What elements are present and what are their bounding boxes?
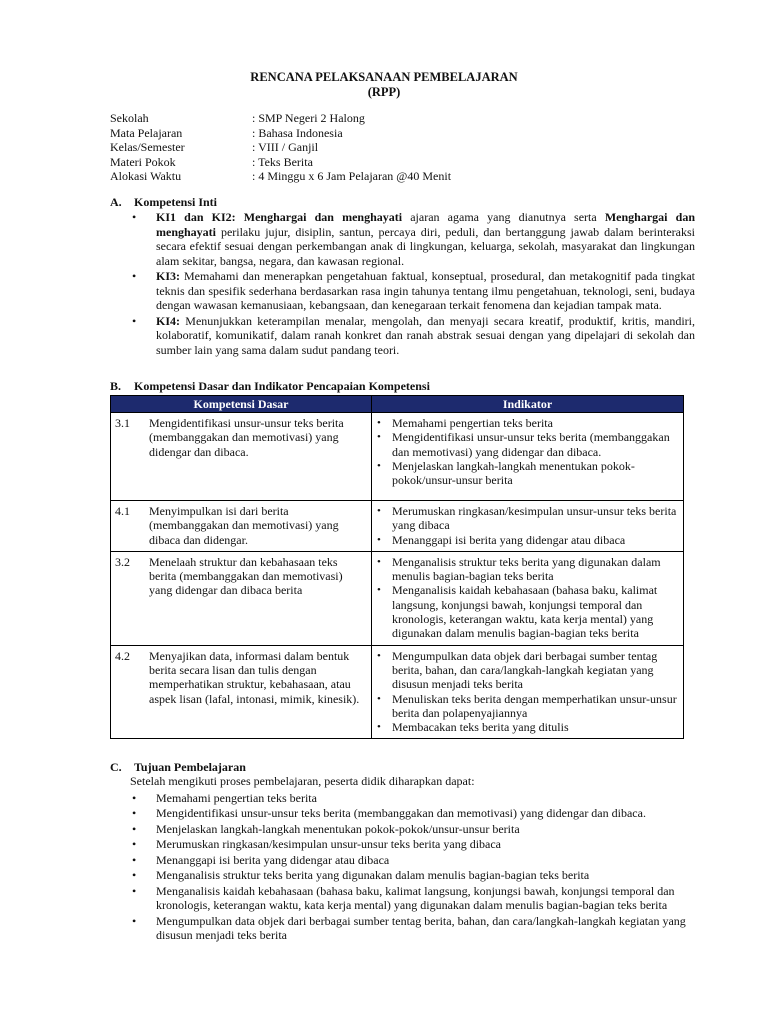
list-item	[376, 459, 679, 488]
bullet-icon: •	[132, 790, 137, 805]
list-item	[376, 555, 679, 584]
section-letter: C.	[110, 760, 122, 774]
bullet-icon: •	[132, 313, 137, 328]
info-value: : 4 Minggu x 6 Jam Pelajaran @40 Menit	[252, 169, 452, 183]
title-line-1: RENCANA PELAKSANAAN PEMBELAJARAN	[250, 70, 518, 84]
tujuan-text: Merumuskan ringkasan/kesimpulan unsur-unsur teks berita yang dibaca	[156, 837, 502, 851]
kd-text: Mengidentifikasi unsur-unsur teks berita (membanggakan dan memotivasi) yang didengar dan dibaca.	[149, 416, 344, 459]
kd-text: Menelaah struktur dan kebahasaan teks berita (membanggakan dan memotivasi) yang didengar dan dibaca berita	[149, 554, 343, 598]
bullet-icon: •	[377, 431, 381, 444]
indikator-cell	[372, 645, 684, 739]
list-item	[376, 692, 679, 721]
ki-text: Menunjukkan keterampilan menalar, mengolah, dan menyaji secara kreatif, produktif, kritis, mandiri, kolaboratif, komunikatif, dalam ranah konkret dan ranah abstrak sesuai dengan yang dipelajari di sekolah dan sumber lain yang sama dalam sudut pandang teori.	[156, 313, 695, 357]
list-item	[130, 914, 695, 943]
indikator-text: Mengidentifikasi unsur-unsur teks berita (membanggakan dan memotivasi) yang didengar dan dibaca.	[392, 430, 670, 459]
section-a-heading	[110, 195, 217, 210]
ki-text: ajaran agama yang dianutnya serta	[402, 210, 605, 224]
indikator-text: Menanggapi isi berita yang didengar atau dibaca	[392, 532, 626, 547]
info-key: Materi Pokok	[110, 154, 176, 169]
list-item	[130, 884, 695, 913]
section-letter: B.	[110, 379, 122, 393]
table-row	[111, 551, 684, 645]
title-line-2: (RPP)	[367, 85, 401, 99]
section-b-heading	[110, 379, 430, 394]
tujuan-text: Menganalisis struktur teks berita yang digunakan dalam menulis bagian-bagian teks berita	[156, 868, 590, 882]
list-item	[130, 806, 695, 821]
info-key: Alokasi Waktu	[110, 169, 182, 183]
indikator-text: Menuliskan teks berita dengan memperhatikan unsur-unsur berita dan polapenyajiannya	[392, 691, 677, 720]
info-row	[110, 126, 451, 141]
list-item	[130, 868, 695, 883]
column-header-indikator: Indikator	[372, 396, 684, 413]
info-row	[110, 169, 451, 184]
indikator-cell	[372, 501, 684, 552]
section-title: Kompetensi Inti	[134, 195, 218, 209]
kompetensi-inti-list	[130, 210, 695, 358]
list-item	[376, 533, 679, 547]
bullet-icon: •	[377, 555, 381, 568]
kd-number: 4.2	[115, 648, 130, 663]
list-item	[130, 853, 695, 868]
info-value: : Teks Berita	[252, 154, 313, 169]
list-item	[376, 430, 679, 459]
bullet-icon: •	[132, 210, 137, 224]
bullet-icon: •	[132, 806, 137, 820]
ki-text: Memahami dan menerapkan pengetahuan faktual, konseptual, prosedural, dan metakognitif pada tingkat teknis dan spesifik sederhana berdasarkan rasa ingin tahunya tentang ilmu pengetahuan, teknologi, seni, budaya dengan wawasan kemanusiaan, kebangsaan, dan kenegaraan terkait fenomena dan kejadian tampak mata.	[156, 269, 695, 312]
info-key: Mata Pelajaran	[110, 125, 183, 140]
table-row	[111, 501, 684, 552]
list-item	[376, 416, 679, 430]
section-title: Kompetensi Dasar dan Indikator Pencapaian Kompetensi	[134, 379, 430, 393]
bullet-icon: •	[377, 649, 381, 662]
table-row	[111, 413, 684, 501]
tujuan-text: Mengidentifikasi unsur-unsur teks berita (membanggakan dan memotivasi) yang didengar dan dibaca.	[156, 806, 646, 820]
list-item	[130, 791, 695, 806]
bullet-icon: •	[132, 837, 137, 851]
ki-text: perilaku jujur, disiplin, santun, percaya diri, peduli, dan bertanggung jawab dalam berinteraksi secara efektif sesuai dengan perkembangan anak di lingkungan, keluarga, sekolah, masyarakat dan lingkungan alam sekitar, bangsa, negara, dan kawasan regional.	[156, 224, 695, 268]
list-item	[376, 583, 679, 640]
indikator-text: Membacakan teks berita yang ditulis	[392, 720, 569, 735]
indikator-text: Menjelaskan langkah-langkah menentukan pokok-pokok/unsur-unsur berita	[392, 458, 635, 488]
list-item	[130, 269, 695, 313]
bullet-icon: •	[377, 459, 381, 472]
indikator-text: Mengumpulkan data objek dari berbagai sumber tentag berita, bahan, dan cara/langkah-langkah kegiatan yang disusun menjadi teks berita	[392, 648, 658, 692]
indikator-text: Merumuskan ringkasan/kesimpulan unsur-unsur teks berita yang dibaca	[392, 504, 677, 533]
kd-number: 3.1	[115, 416, 130, 430]
indikator-text: Menganalisis kaidah kebahasaan (bahasa baku, kalimat langsung, konjungsi bawah, konjungsi temporal dan kronologis, keterangan waktu, kata kerja mental) yang digunakan dalam menulis bagian-bagian teks berita	[392, 583, 658, 641]
section-title: Tujuan Pembelajaran	[134, 760, 246, 774]
ki-bold-label: KI3:	[156, 269, 180, 283]
tujuan-intro: Setelah mengikuti proses pembelajaran, peserta didik diharapkan dapat:	[130, 774, 475, 788]
kd-cell	[111, 501, 372, 552]
info-value: : VIII / Ganjil	[252, 140, 319, 154]
list-item	[376, 504, 679, 533]
indikator-text: Memahami pengertian teks berita	[392, 416, 553, 430]
column-header-kd: Kompetensi Dasar	[111, 396, 372, 413]
bullet-icon: •	[132, 269, 137, 283]
bullet-icon: •	[132, 852, 137, 867]
table-row	[111, 645, 684, 739]
kd-number: 3.2	[115, 554, 130, 569]
indikator-cell	[372, 413, 684, 501]
bullet-icon: •	[132, 868, 137, 882]
section-letter: A.	[110, 195, 122, 209]
document-title	[0, 70, 768, 100]
kd-cell	[111, 645, 372, 739]
kd-number: 4.1	[115, 504, 130, 518]
list-item	[376, 649, 679, 692]
tujuan-text: Menjelaskan langkah-langkah menentukan pokok-pokok/unsur-unsur berita	[156, 821, 520, 836]
info-row	[110, 140, 451, 155]
tujuan-list	[130, 774, 695, 944]
bullet-icon: •	[377, 721, 381, 734]
bullet-icon: •	[377, 692, 381, 705]
tujuan-text: Memahami pengertian teks berita	[156, 790, 317, 805]
list-item	[130, 837, 695, 852]
table-header-row	[111, 396, 684, 413]
bullet-icon: •	[132, 821, 137, 836]
tujuan-text: Menganalisis kaidah kebahasaan (bahasa baku, kalimat langsung, konjungsi bawah, konjungsi temporal dan kronologis, keterangan waktu, kata kerja mental) yang digunakan dalam menulis bagian-bagian teks berita	[156, 883, 675, 912]
tujuan-text: Mengumpulkan data objek dari berbagai sumber tentag berita, bahan, dan cara/langkah-langkah kegiatan yang disusun menjadi teks berita	[156, 913, 686, 942]
list-item	[376, 720, 679, 734]
ki-bold-label: KI1 dan KI2: Menghargai dan menghayati	[156, 210, 403, 224]
tujuan-text: Menanggapi isi berita yang didengar atau dibaca	[156, 852, 390, 867]
ki-bold-label: KI4:	[156, 313, 180, 328]
bullet-icon: •	[377, 417, 381, 429]
indikator-text: Menganalisis struktur teks berita yang digunakan dalam menulis bagian-bagian teks berita	[392, 554, 661, 584]
info-row	[110, 155, 451, 170]
list-item	[130, 210, 695, 268]
info-value: : Bahasa Indonesia	[252, 125, 343, 140]
info-key: Sekolah	[110, 111, 149, 125]
kd-cell	[111, 551, 372, 645]
kd-text: Menyajikan data, informasi dalam bentuk berita secara lisan dan tulis dengan memperhatikan struktur, kebahasaan, atau aspek lisan (lafal, intonasi, mimik, kinesik).	[149, 648, 360, 706]
indikator-cell	[372, 551, 684, 645]
info-value: : SMP Negeri 2 Halong	[252, 111, 365, 125]
info-row	[110, 111, 451, 126]
bullet-icon: •	[377, 584, 381, 597]
bullet-icon: •	[377, 505, 381, 517]
kd-text: Menyimpulkan isi dari berita (membanggakan dan memotivasi) yang dibaca dan didengar.	[149, 504, 339, 547]
list-item	[130, 314, 695, 358]
kd-cell	[111, 413, 372, 501]
ki-bold-label: Menghargai dan menghayati	[156, 210, 696, 239]
section-c-heading	[110, 760, 246, 775]
info-key: Kelas/Semester	[110, 140, 185, 154]
bullet-icon: •	[132, 883, 137, 898]
identity-table	[110, 111, 451, 184]
bullet-icon: •	[377, 533, 381, 546]
kd-indikator-table	[110, 395, 684, 739]
list-item	[130, 822, 695, 837]
bullet-icon: •	[132, 913, 137, 928]
